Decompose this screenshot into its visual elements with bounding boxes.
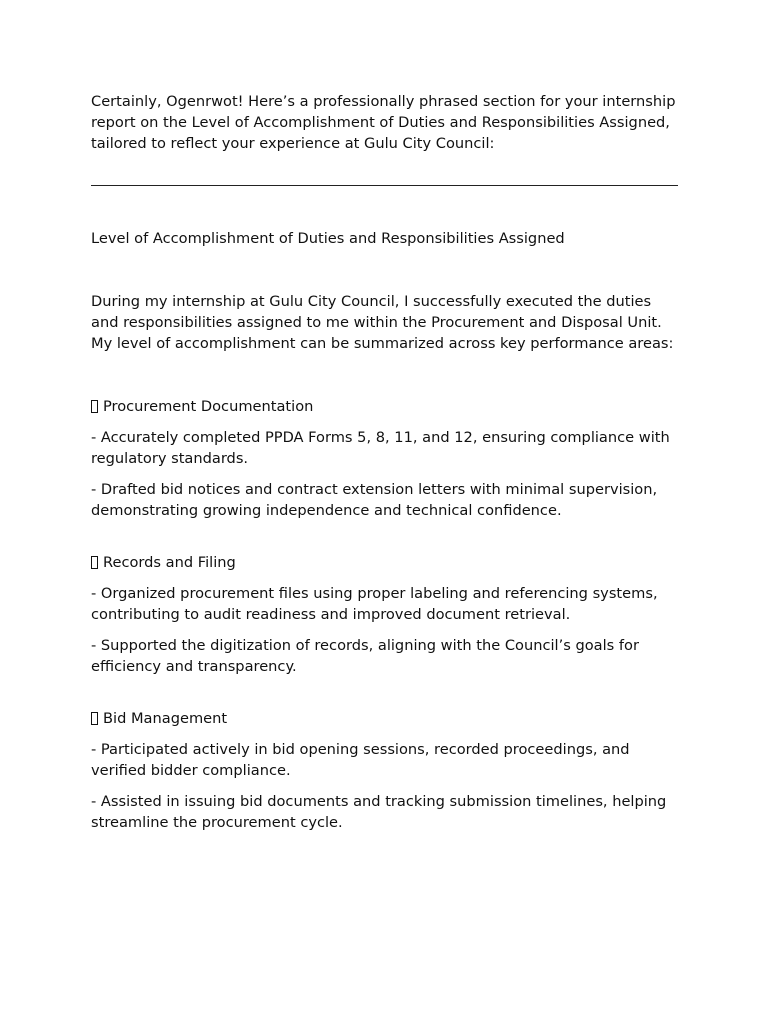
- list-item: - Supported the digitization of records, aligning with the Council’s goals for efficiency and transparency.: [91, 637, 639, 675]
- section-procurement-documentation: [91, 396, 681, 521]
- list-item: - Drafted bid notices and contract extension letters with minimal supervision, demonstrating growing independence and technical confidence.: [91, 481, 658, 519]
- missing-glyph-box-icon: [91, 556, 98, 569]
- lead-paragraph: During my internship at Gulu City Council, I successfully executed the duties and responsibilities assigned to me within the Procurement and Disposal Unit. My level of accomplishment can be summarized across key performance areas:: [91, 293, 674, 352]
- section-bid-management: [91, 708, 681, 833]
- list-item: - Assisted in issuing bid documents and tracking submission timelines, helping streamline the procurement cycle.: [91, 793, 667, 831]
- section-heading-label: Records and Filing: [103, 554, 236, 571]
- section-title: Level of Accomplishment of Duties and Responsibilities Assigned: [91, 230, 565, 247]
- document-page: [91, 91, 681, 833]
- section-heading-label: Procurement Documentation: [103, 398, 314, 415]
- section-records-and-filing: [91, 552, 681, 677]
- list-item: - Participated actively in bid opening sessions, recorded proceedings, and verified bidder compliance.: [91, 741, 630, 779]
- list-item: - Organized procurement files using proper labeling and referencing systems, contributing to audit readiness and improved document retrieval.: [91, 585, 658, 623]
- section-heading-label: Bid Management: [103, 710, 228, 727]
- section-heading: [91, 708, 681, 729]
- horizontal-divider: [91, 185, 678, 186]
- missing-glyph-box-icon: [91, 400, 98, 413]
- section-heading: [91, 552, 681, 573]
- list-item: - Accurately completed PPDA Forms 5, 8, 11, and 12, ensuring compliance with regulatory standards.: [91, 429, 670, 467]
- intro-paragraph: Certainly, Ogenrwot! Here’s a professionally phrased section for your internship report on the Level of Accomplishment of Duties and Responsibilities Assigned, tailored to reflect your experience at Gulu City Council:: [91, 93, 676, 152]
- missing-glyph-box-icon: [91, 712, 98, 725]
- section-heading: [91, 396, 681, 417]
